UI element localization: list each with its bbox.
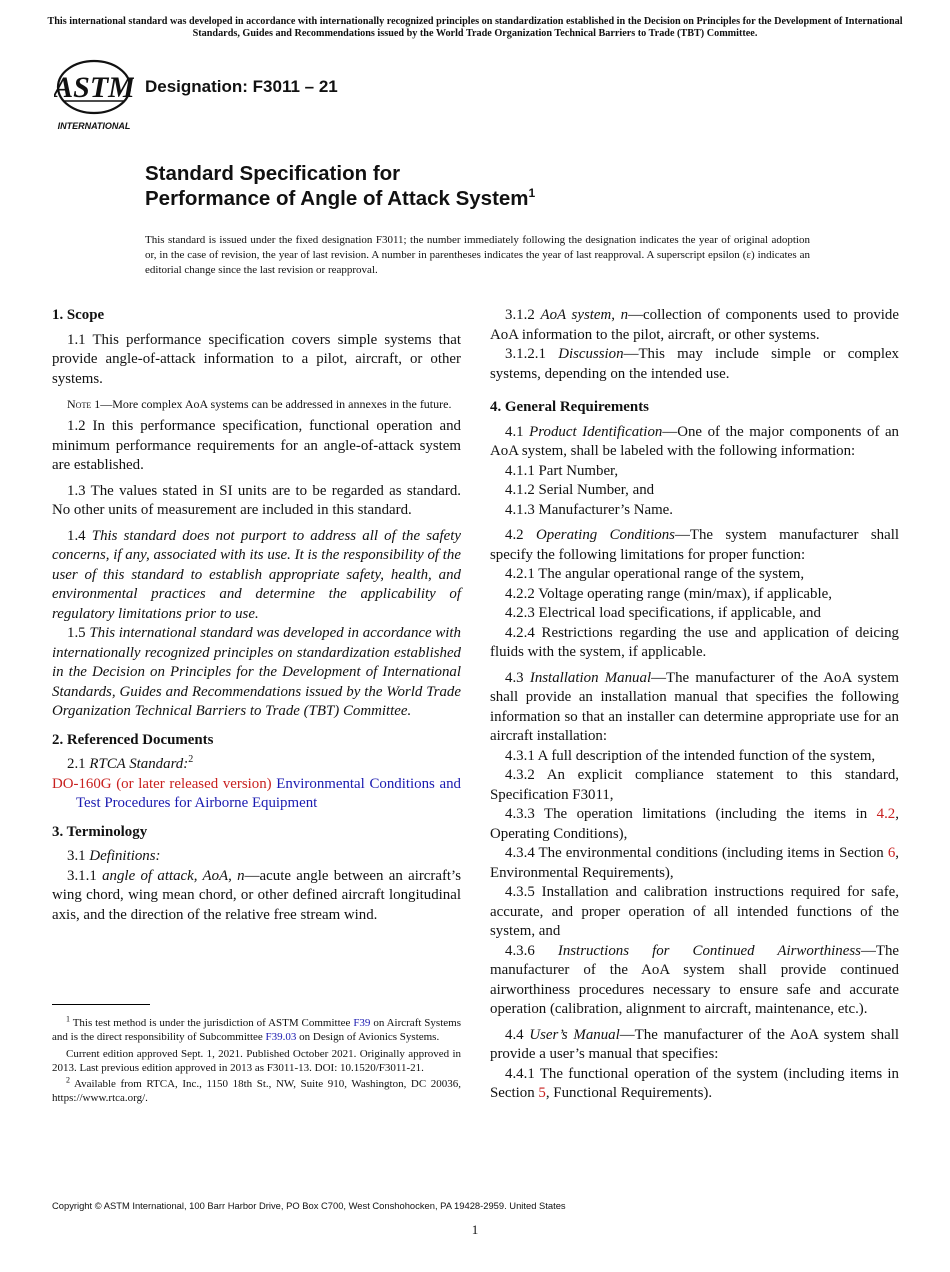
para-4-4-term: User’s Manual (529, 1026, 620, 1043)
section-6-link[interactable]: 6 (887, 845, 896, 861)
footnote-1-num: 1 (66, 1014, 70, 1024)
right-column (490, 306, 899, 1104)
para-3-1-2-1 (490, 345, 899, 384)
footnote-2 (52, 1077, 461, 1106)
section-4-heading: 4. General Requirements (490, 399, 649, 415)
para-4-3-6 (490, 942, 899, 1020)
section-1-heading: 1. Scope (52, 307, 105, 323)
para-3-1 (52, 847, 461, 867)
para-4-3-6-def: —The manufacturer of the AoA system shall provide continued airworthiness procedures necessary to ensure safe and accurate operation (calibration, alignment to aircraft, maintenance, etc.). (490, 942, 899, 1017)
page-title (145, 161, 535, 211)
para-4-2-term: Operating Conditions (536, 527, 675, 543)
para-4-3-1: 4.3.1 A full description of the intended function of the system, (505, 747, 876, 764)
logo-letters: ASTM (54, 71, 134, 104)
reference-do-160g (52, 775, 461, 814)
para-2-1-footnote-ref: 2 (188, 754, 194, 766)
para-1-5-num: 1.5 (67, 625, 90, 641)
para-1-5-text: This international standard was developed in accordance with internationally recognized principles on standardization established in the Decision on Principles for the Development of International Standards, Guides and Recommendations issued by the World Trade Organization Technical Barriers to Trade (TBT) Committee. (52, 625, 462, 719)
para-1-1: 1.1 This performance specification covers simple systems that provide angle-of-attack information to a pilot, aircraft, or other systems. (52, 331, 461, 387)
title-line-1: Standard Specification for (145, 162, 401, 185)
para-4-2-2: 4.2.2 Voltage operating range (min/max), if applicable, (505, 585, 832, 602)
footnote-1-text-c: on Design of Avionics Systems. (296, 1031, 440, 1044)
para-1-5 (52, 624, 461, 722)
section-2-heading: 2. Referenced Documents (52, 731, 214, 748)
copyright: Copyright © ASTM International, 100 Barr Harbor Drive, PO Box C700, West Conshohocken, PA 19428-2959. United States (52, 1200, 566, 1211)
para-4-1 (490, 423, 899, 462)
para-4-4-def: —The manufacturer of the AoA system shall provide a user’s manual that specifies: (490, 1026, 899, 1062)
reference-do-160g-link[interactable]: DO-160G (or later released version) (52, 775, 272, 792)
para-4-2-def: —The system manufacturer shall specify the following limitations for proper function: (490, 527, 899, 563)
section-5-link[interactable]: 5 (538, 1085, 546, 1101)
footnote-1-text-b: on Aircraft Systems and is the direct responsibility of Subcommittee (52, 1017, 461, 1044)
footnote-rule (52, 1004, 150, 1005)
para-3-1-2-num: 3.1.2 (505, 307, 541, 323)
para-4-2-1: 4.2.1 The angular operational range of the system, (505, 566, 805, 582)
para-3-1-1-term: angle of attack, AoA, n (102, 867, 245, 884)
issued-note: This standard is issued under the fixed designation F3011; the number immediately following the designation indicates the year of original adoption or, in the case of revision, the year of last revision. A number in parentheses indicates the year of last reapproval. A superscript epsilon (ε) indicates an editorial change since the last revision or reapproval. (145, 234, 810, 276)
para-3-1-2-1-def: —This may include simple or complex systems, depending on the intended use. (490, 346, 900, 382)
para-4-2-4: 4.2.4 Restrictions regarding the use and application of deicing fluids with the system, if applicable. (490, 624, 899, 660)
footnote-1-text-a: This test method is under the jurisdiction of ASTM Committee (72, 1017, 354, 1029)
para-4-2-3: 4.2.3 Electrical load specifications, if applicable, and (505, 605, 821, 621)
para-4-3-3-text-b: , Operating Conditions), (490, 806, 899, 842)
para-4-3-3-text-a: 4.3.3 The operation limitations (including the items in (505, 806, 877, 822)
para-4-3-4-text-b: , Environmental Requirements), (490, 845, 899, 881)
para-3-1-1-def: —acute angle between an aircraft’s wing chord, wing mean chord, or other defined aircraft longitudinal axis, and the direction of the relative free stream wind. (52, 867, 461, 923)
para-4-2-num: 4.2 (505, 527, 536, 543)
note-1-text: —More complex AoA systems can be addressed in annexes in the future. (100, 397, 452, 411)
astm-logo (54, 59, 134, 131)
para-1-4-num: 1.4 (67, 527, 92, 544)
note-1 (52, 397, 461, 412)
para-1-4-text: This standard does not purport to address all of the safety concerns, if any, associated with its use. It is the responsibility of the user of this standard to establish appropriate safety, health, and environmental practices and determine the applicability of regulatory limitations prior to use. (52, 527, 462, 622)
committee-f39-link[interactable]: F39 (353, 1017, 371, 1029)
para-2-1-text: RTCA Standard: (89, 756, 189, 772)
para-4-3-2: 4.3.2 An explicit compliance statement to this standard, Specification F3011, (490, 767, 899, 803)
para-4-1-1: 4.1.1 Part Number, (505, 462, 619, 479)
para-4-1-term: Product Identification (529, 423, 663, 440)
para-4-4-num: 4.4 (505, 1026, 530, 1043)
para-3-1-text: Definitions: (89, 848, 161, 864)
designation: Designation: F3011 – 21 (145, 77, 338, 96)
para-3-1-2-def: —collection of components used to provide AoA information to the pilot, aircraft, or other systems. (490, 307, 899, 343)
para-4-4-1-text-a: 4.4.1 The functional operation of the system (including items in Section (490, 1065, 899, 1101)
logo-word: INTERNATIONAL (57, 121, 131, 131)
top-note: This international standard was developed in accordance with internationally recognized principles on standardization established in the Decision on Principles for the Development of International Standards, Guides and Recommendations issued by the World Trade Organization Technical Barriers to Trade (TBT) Committee. (47, 16, 903, 39)
para-2-1-num: 2.1 (67, 756, 90, 772)
para-2-1 (52, 755, 461, 775)
para-4-4-1 (490, 1065, 899, 1104)
para-4-3-def: —The manufacturer of the AoA system shall provide an installation manual that specifies the following information so that an installer can determine appropriate use for an aircraft installation: (490, 669, 899, 744)
para-4-1-2: 4.1.2 Serial Number, and (505, 482, 655, 498)
para-3-1-2-1-num: 3.1.2.1 (505, 346, 559, 362)
para-3-1-num: 3.1 (67, 848, 90, 864)
para-4-3-term: Installation Manual (529, 669, 652, 686)
para-4-3-num: 4.3 (505, 669, 530, 686)
left-column (52, 306, 461, 925)
para-3-1-1-num: 3.1.1 (67, 867, 103, 884)
para-4-3-4-text-a: 4.3.4 The environmental conditions (including items in Section (505, 845, 888, 861)
para-1-2: 1.2 In this performance specification, functional operation and minimum performance requirements for an angle-of-attack system are established. (52, 418, 461, 473)
para-4-4 (490, 1026, 899, 1065)
subcommittee-f39-03-link[interactable]: F39.03 (265, 1031, 297, 1044)
title-line-2 (145, 186, 535, 211)
para-4-3-5: 4.3.5 Installation and calibration instructions required for safe, accurate, and proper operation of all intended functions of the system, and (490, 884, 899, 939)
footnotes (52, 1016, 461, 1108)
para-4-3 (490, 669, 899, 747)
para-3-1-2 (490, 306, 899, 345)
para-4-2 (490, 526, 899, 565)
para-1-3: 1.3 The values stated in SI units are to be regarded as standard. No other units of measurement are included in this standard. (52, 482, 461, 518)
page-number: 1 (471, 1222, 479, 1237)
footnote-2-text: Available from RTCA, Inc., 1150 18th St., NW, Suite 910, Washington, DC 20036, https://www.rtca.org/. (52, 1078, 461, 1105)
reference-title-link[interactable]: Environmental Conditions and Test Procedures for Airborne Equipment (76, 775, 461, 811)
title-line-2-text: Performance of Angle of Attack System (145, 187, 529, 210)
section-3-heading: 3. Terminology (52, 823, 148, 840)
para-4-3-6-num: 4.3.6 (505, 942, 558, 959)
title-footnote-ref: 1 (528, 186, 536, 200)
footnote-1 (52, 1016, 461, 1045)
para-4-4-1-text-b: , Functional Requirements). (545, 1085, 713, 1101)
note-1-label: Note 1 (67, 397, 101, 411)
footnote-2-num: 2 (66, 1075, 70, 1085)
para-4-1-def: —One of the major components of an AoA system, shall be labeled with the following information: (490, 423, 899, 459)
para-3-1-2-term: AoA system, n (540, 307, 629, 323)
para-4-1-3: 4.1.3 Manufacturer’s Name. (505, 501, 674, 518)
section-4-2-link[interactable]: 4.2 (876, 806, 896, 822)
astm-logo-graphic (54, 59, 134, 131)
para-4-1-num: 4.1 (505, 423, 530, 440)
para-1-4 (52, 527, 461, 625)
para-4-3-6-term: Instructions for Continued Airworthiness (557, 942, 861, 959)
para-3-1-1 (52, 867, 461, 926)
para-3-1-2-1-term: Discussion (558, 346, 624, 362)
para-4-3-3 (490, 805, 899, 844)
para-4-3-4 (490, 844, 899, 883)
edition-note: Current edition approved Sept. 1, 2021. Published October 2021. Originally approved in 2013. Last previous edition approved in 2013 as F3011-13. DOI: 10.1520/F3011-21. (52, 1047, 461, 1074)
